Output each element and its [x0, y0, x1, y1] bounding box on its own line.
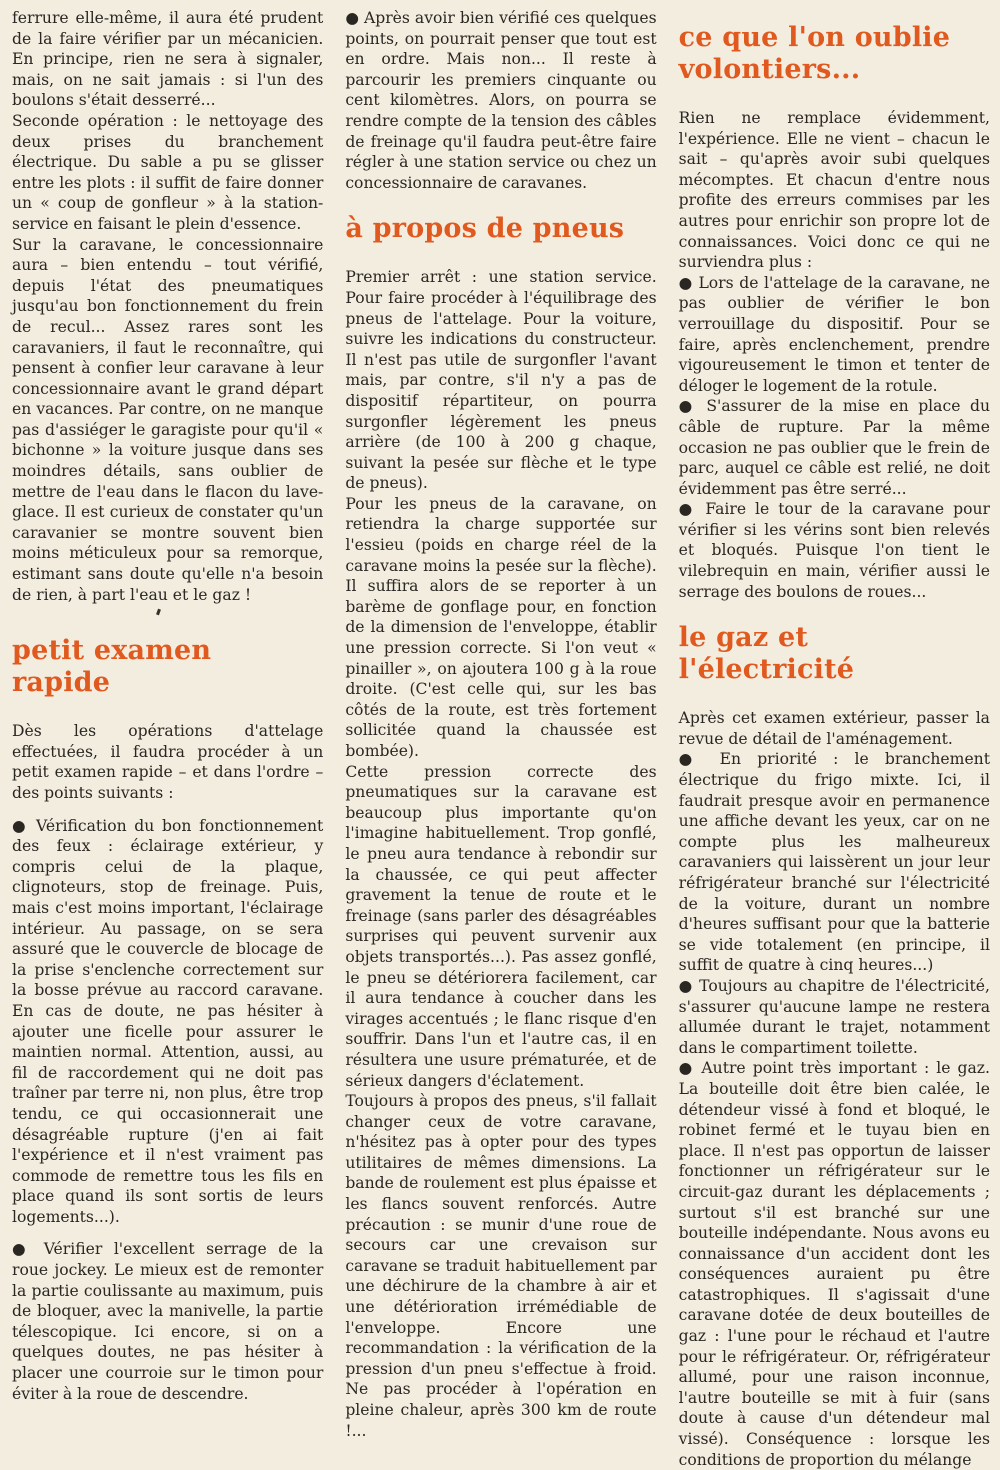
paragraph: Rien ne remplace évidemment, l'expérience. Elle ne vient – chacun le sait – qu'après avoir subi quelques mécomptes. Et chacun d'entre nous profite des erreurs commises par les autres pour enrichir son propre lot de connaissances. Voici donc ce qui ne surviendra plus : [678, 109, 990, 272]
paragraph: Après cet examen extérieur, passer la revue de détail de l'aménagement. [678, 709, 990, 748]
paragraph: Cette pression correcte des pneumatiques sur la caravane est beaucoup plus importante qu'on l'imagine habituellement. Trop gonflé, le pneu aura tendance à rebondir sur la chaussée, ce qui peut affecter gravement la tenue de route et le freinage (sans parler des désagréables surprises qui peuvent survenir aux objets transportés...). Pas assez gonflé, le pneu se détériorera facilement, car il aura tendance à coucher dans les virages accentués ; le flanc risque d'en souffrir. Dans l'un et l'autre cas, il en résultera une usure prématurée, et de sérieux dangers d'éclatement. [345, 762, 657, 1090]
bullet-paragraph: ● Après avoir bien vérifié ces quelques points, on pourrait penser que tout est en ordre. Mais non... Il reste à parcourir les premiers cinquante ou cent kilomètres. Alors, on pourra se rendre compte de la tension des câbles de freinage qu'il faudra peut-être faire régler à une station service ou chez un concessionnaire de caravanes. [345, 9, 657, 192]
column-3 [678, 8, 990, 1469]
bullet-paragraph: ● S'assurer de la mise en place du câble de rupture. Par la même occasion ne pas oublier que le frein de parc, auquel ce câble est relié, ne doit évidemment pas être serré... [678, 397, 990, 498]
section-heading: ce que l'on oublie volontiers... [678, 22, 951, 85]
paragraph: ferrure elle-même, il aura été prudent de la faire vérifier par un mécanicien. En principe, rien ne sera à signaler, mais, on ne sait jamais : si l'un des boulons s'était desserré... [12, 9, 324, 110]
paragraph: Premier arrêt : une station service. Pour faire procéder à l'équilibrage des pneus de l'attelage. Pour la voiture, suivre les indications du constructeur. Il n'est pas utile de surgonfler l'avant mais, par contre, s'il n'y a pas de dispositif répartiteur, on pourra surgonfler légèrement les pneus arrière (de 100 à 200 g chaque, suivant la pesée sur flèche et le type de pneus). [345, 268, 657, 493]
column-1 [12, 8, 324, 1403]
section-heading: petit examen rapide [12, 635, 212, 699]
bullet-paragraph: ● Toujours au chapitre de l'électricité, s'assurer qu'aucune lampe ne restera allumée durant le trajet, notamment dans le compartiment toilette. [678, 976, 990, 1057]
paragraph: Dès les opérations d'attelage effectuées, il faudra procéder à un petit examen rapide – et dans l'ordre – des points suivants : [12, 722, 324, 802]
bullet-paragraph: ● Vérifier l'excellent serrage de la roue jockey. Le mieux est de remonter la partie coulissante au maximum, puis de bloquer, avec la manivelle, la partie télescopique. Ici encore, si on a quelques doutes, ne pas hésiter à placer une courroie sur le timon pour éviter à la roue de descendre. [12, 1240, 324, 1403]
bullet-paragraph: ● Lors de l'attelage de la caravane, ne pas oublier de vérifier le bon verrouillage du dispositif. Pour se faire, après enclenchement, prendre vigoureusement le timon et tenter de déloger le logement de la rotule. [678, 273, 990, 395]
column-2 [345, 8, 657, 1440]
section-heading: le gaz et l'électricité [678, 622, 855, 686]
paragraph: Seconde opération : le nettoyage des deux prises du branchement électrique. Du sable a pu se glisser entre les plots : il suffit de faire donner un « coup de gonfleur » à la station-service en faisant le plein d'essence. [12, 111, 324, 233]
bullet-paragraph: ● Faire le tour de la caravane pour vérifier si les vérins sont bien relevés et bloqués. Puisque l'on tient le vilebrequin en main, vérifier aussi le serrage des boulons de roues... [678, 500, 990, 601]
paragraph: Sur la caravane, le concessionnaire aura – bien entendu – tout vérifié, depuis l'état des pneumatiques jusqu'au bon fonctionnement du frein de recul... Assez rares sont les caravaniers, il faut le reconnaître, qui pensent à confier leur caravane à leur concessionnaire avant le grand départ en vacances. Par contre, on ne manque pas d'assiéger le garagiste pour qu'il « bichonne » la voiture jusque dans ses moindres détails, sans oublier de mettre de l'eau dans le flacon du lave-glace. Il est curieux de constater qu'un caravanier se montre souvent bien moins méticuleux pour sa remorque, estimant sans doute qu'elle n'a besoin de rien, à part l'eau et le gaz ! [12, 235, 324, 604]
ink-mark [12, 605, 323, 635]
paragraph: Toujours à propos des pneus, s'il fallait changer ceux de votre caravane, n'hésitez pas à opter pour des types utilitaires de mêmes dimensions. La bande de roulement est plus épaisse et les flancs souvent renforcés. Autre précaution : se munir d'une roue de secours car une crevaison sur caravane se traduit habituellement par une déchirure de la chambre à air et une détérioration irrémédiable de l'enveloppe. Encore une recommandation : la vérification de la pression d'un pneu s'effectue à froid. Ne pas procéder à l'opération en pleine chaleur, après 300 km de route !... [345, 1092, 657, 1440]
section-heading: à propos de pneus [345, 213, 625, 245]
bullet-paragraph: ● En priorité : le branchement électrique du frigo mixte. Ici, il faudrait presque avoir en permanence une affiche devant les yeux, car on ne compte plus les malheureux caravaniers qui laissèrent un jour leur réfrigérateur branché sur l'électricité de la voiture, durant un nombre d'heures suffisant pour que la batterie se vide totalement (en principe, il suffit de quatre à cinq heures...) [678, 750, 990, 975]
bullet-paragraph: ● Autre point très important : le gaz. La bouteille doit être bien calée, le détendeur vissé à fond et bloqué, le robinet fermé et le tuyau bien en place. Il n'est pas opportun de laisser fonctionner un réfrigérateur sur le circuit-gaz durant les déplacements ; surtout s'il est branché sur une bouteille indépendante. Nous avons eu connaissance d'un accident dont les conséquences auraient pu être catastrophiques. Il s'agissait d'une caravane dotée de deux bouteilles de gaz : l'une pour le réchaud et l'autre pour le réfrigérateur. Or, réfrigérateur allumé, pour une raison inconnue, l'autre bouteille se mit à fuir (sans doute à cause d'un détendeur mal vissé). Conséquence : lorsque les conditions de proportion du mélange [678, 1059, 990, 1469]
bullet-paragraph: ● Vérification du bon fonctionnement des feux : éclairage extérieur, y compris celui de la plaque, clignoteurs, stop de freinage. Puis, mais c'est moins important, l'éclairage intérieur. Au passage, on se sera assuré que le couvercle de blocage de la prise s'enclenche correctement sur la bosse prévue au raccord caravane. En cas de doute, ne pas hésiter à ajouter une ficelle pour assurer le maintien normal. Attention, aussi, au fil de raccordement qui ne doit pas traîner par terre ni, non plus, être trop tendu, ce qui occasionnerait une désagréable rupture (j'en ai fait l'expérience et il n'est vraiment pas commode de remettre tous les fils en place quand ils sont sortis de leurs logements...). [12, 816, 324, 1226]
paragraph: Pour les pneus de la caravane, on retiendra la charge supportée sur l'essieu (poids en charge réel de la caravane moins la pesée sur la flèche). Il suffira alors de se reporter à un barème de gonflage pour, en fonction de la dimension de l'enveloppe, établir une pression correcte. Si l'on veut « pinailler », on ajoutera 100 g à la roue droite. (C'est celle qui, sur les bas côtés de la route, est très fortement sollicitée quand la chaussée est bombée). [345, 494, 657, 760]
